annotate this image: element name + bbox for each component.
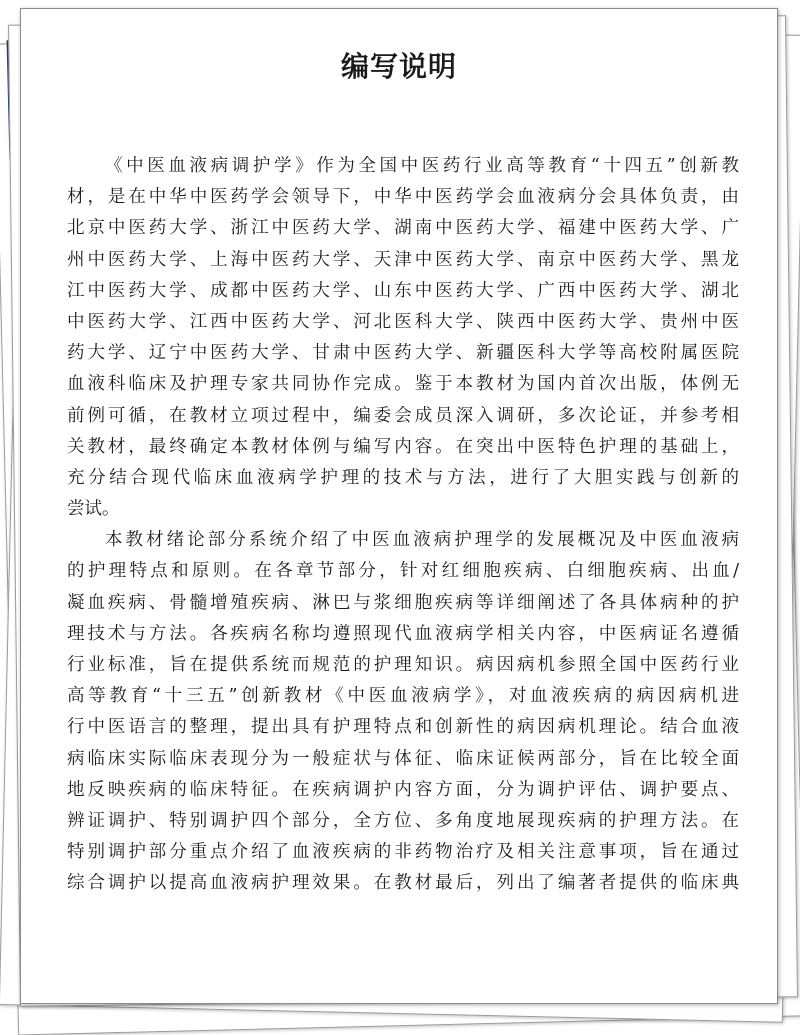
text-line: 充分结合现代临床血液病学护理的技术与方法，进行了大胆实践与创新的 [67, 467, 739, 488]
text-line: 前例可循，在教材立项过程中，编委会成员深入调研，多次论证，并参考相 [67, 405, 739, 426]
text-line: 尝试。 [67, 499, 120, 520]
text-line: 高等教育“十三五”创新教材《中医血液病学》，对血液疾病的病因病机进 [67, 686, 739, 707]
text-line: 北京中医药大学、浙江中医药大学、湖南中医药大学、福建中医药大学、广 [67, 218, 739, 239]
text-line: 地反映疾病的临床特征。在疾病调护内容方面，分为调护评估、调护要点、 [67, 779, 739, 800]
body-text [67, 151, 739, 900]
text-line: 的护理特点和原则。在各章节部分，针对红细胞疾病、白细胞疾病、出血/ [67, 561, 739, 582]
text-line: 《中医血液病调护学》作为全国中医药行业高等教育“十四五”创新教 [105, 156, 739, 176]
text-line: 行中医语言的整理，提出具有护理特点和创新性的病因病机理论。结合血液 [67, 717, 739, 738]
text-line: 血液科临床及护理专家共同协作完成。鉴于本教材为国内首次出版，体例无 [67, 374, 739, 395]
text-line: 州中医药大学、上海中医药大学、天津中医药大学、南京中医药大学、黑龙 [67, 249, 739, 270]
text-line: 综合调护以提高血液病护理效果。在教材最后，列出了编著者提供的临床典 [67, 873, 739, 894]
page-title: 编写说明 [340, 50, 457, 83]
text-line: 行业标准，旨在提供系统而规范的护理知识。病因病机参照全国中医药行业 [67, 655, 739, 675]
text-line: 药大学、辽宁中医药大学、甘肃中医药大学、新疆医科大学等高校附属医院 [67, 343, 739, 364]
text-line: 辨证调护、特别调护四个部分，全方位、多角度地展现疾病的护理方法。在 [67, 810, 739, 831]
text-line: 材，是在中华中医药学会领导下，中华中医药学会血液病分会具体负责，由 [67, 187, 739, 208]
text-line: 理技术与方法。各疾病名称均遵照现代血液病学相关内容，中医病证名遵循 [67, 623, 739, 644]
text-line: 江中医药大学、成都中医药大学、山东中医药大学、广西中医药大学、湖北 [67, 280, 739, 301]
text-line: 本教材绪论部分系统介绍了中医血液病护理学的发展概况及中医血液病 [105, 530, 739, 551]
text-line: 病临床实际临床表现分为一般症状与体征、临床证候两部分，旨在比较全面 [67, 748, 739, 769]
text-line: 凝血疾病、骨髓增殖疾病、淋巴与浆细胞疾病等详细阐述了各具体病种的护 [67, 592, 739, 613]
text-line: 特别调护部分重点介绍了血液疾病的非药物治疗及相关注意事项，旨在通过 [67, 842, 739, 863]
text-line: 关教材，最终确定本教材体例与编写内容。在突出中医特色护理的基础上， [67, 436, 739, 457]
text-line: 中医药大学、江西中医药大学、河北医科大学、陕西中医药大学、贵州中医 [67, 311, 739, 332]
document-page [20, 8, 778, 1004]
